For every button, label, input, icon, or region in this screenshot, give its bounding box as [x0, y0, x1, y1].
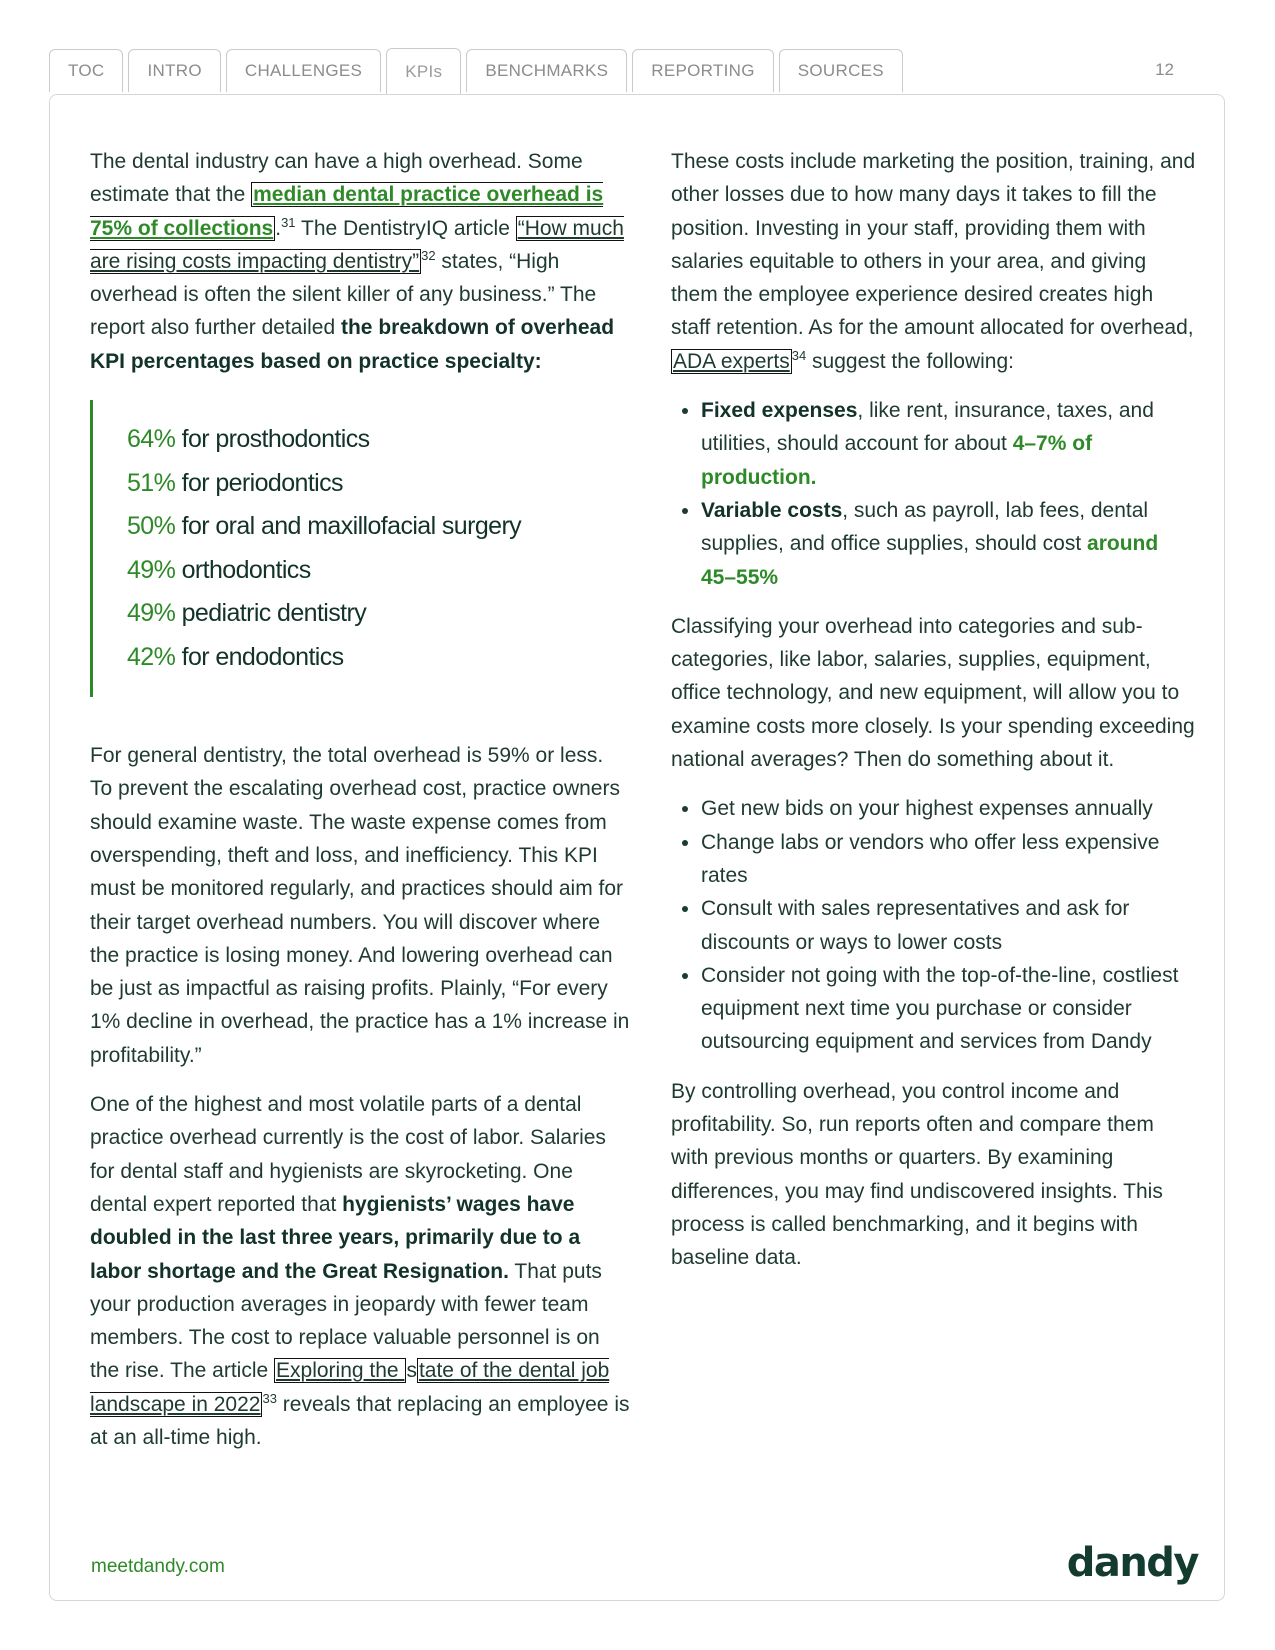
- footnote-33: 33: [262, 1390, 277, 1406]
- list-item: • Change labs or vendors who offer less expensive rates: [701, 826, 1196, 893]
- page-frame: [49, 94, 1225, 1601]
- list-item: • Fixed expenses, like rent, insurance, taxes, and utilities, should account for about 4–7% of production.: [701, 394, 1196, 494]
- quote-line: 50% for oral and maxillofacial surgery: [127, 512, 522, 541]
- quote-line: 64% for prosthodontics: [127, 425, 370, 454]
- left-column: [90, 145, 630, 1470]
- footnote-31: 31: [281, 214, 296, 230]
- paragraph-labor-cost: One of the highest and most volatile parts of a dental practice overhead currently is the cost of labor. Salaries for dental staff and hygienists are skyrocketing. One dental expert reported that hygienists’ wages have doubled in the last three years, primarily due to a labor shortage and the Great Resignation. That puts your production averages in jeopardy with fewer team members. The cost to replace valuable personnel is on the rise. The article Exploring the state of the dental job landscape in 2022 $^{33}$ reveals that replacing an employee is at an all-time high.: [90, 1093, 630, 1450]
- paragraph-classifying-overhead: Classifying your overhead into categories and sub-categories, like labor, salaries, supplies, equipment, office technology, and new equipment, will allow you to examine costs more closely. Is your spending exceeding national averages? Then do something about it.: [671, 614, 1195, 772]
- paragraph-general-dentistry: For general dentistry, the total overhead is 59% or less. To prevent the escalating overhead cost, practice owners should examine waste. The waste expense comes from overspending, theft and loss, and inefficiency. This KPI must be monitored regularly, and practices should aim for their target overhead numbers. You will discover where the practice is losing money. And lowering overhead can be just as impactful as raising profits. Plainly, “For every 1% decline in overhead, the practice has a 1% increase in profitability.”: [90, 744, 630, 1067]
- tab-sources[interactable]: SOURCES: [779, 49, 903, 92]
- bold-hygienist-wages: hygienists’ wages have doubled in the last three years, primarily due to a labor shortage and the Great Resignation.: [90, 1192, 581, 1283]
- link-exploring-the[interactable]: Exploring the: [276, 1359, 405, 1383]
- section-tabs: [49, 49, 908, 95]
- quote-line: 49% orthodontics: [127, 555, 311, 584]
- list-item: • Consult with sales representatives and ask for discounts or ways to lower costs: [701, 892, 1196, 959]
- expense-guidelines-list: [671, 394, 1196, 594]
- list-item: • Consider not going with the top-of-the-line, costliest equipment next time you purchase or consider outsourcing equipment and services from Dandy: [701, 959, 1196, 1059]
- tab-intro[interactable]: INTRO: [128, 49, 220, 92]
- quote-line: 42% for endodontics: [127, 642, 344, 671]
- paragraph-staff-costs: These costs include marketing the position, training, and other losses due to how many days it takes to fill the position. Investing in your staff, providing them with salaries equitable to others in your area, and giving them the employee experience desired creates high staff retention. As for the amount allocated for overhead, ADA experts $^{34}$ suggest the following:: [671, 150, 1196, 373]
- link-ada-experts[interactable]: ADA experts: [673, 349, 790, 373]
- dandy-logo: dandy: [1066, 1540, 1198, 1586]
- footer-url[interactable]: meetdandy.com: [91, 1556, 225, 1577]
- paragraph-overhead-intro: The dental industry can have a high overhead. Some estimate that the median dental practice overhead is 75% of collections.$^{31}$ The DentistryIQ article “How much are rising costs impacting dentistry” $^{32}$ states, “High overhead is often the silent killer of any business.” The report also further detailed the breakdown of overhead KPI percentages based on practice specialty:: [90, 150, 624, 373]
- right-column: [671, 145, 1196, 1291]
- tab-kpis[interactable]: KPIs: [386, 48, 461, 94]
- tab-challenges[interactable]: CHALLENGES: [226, 49, 381, 92]
- quote-line: 49% pediatric dentistry: [127, 599, 367, 628]
- list-item: • Get new bids on your highest expenses annually: [701, 792, 1196, 825]
- link-median-overhead[interactable]: median dental practice overhead is 75% of collections: [90, 183, 604, 240]
- cost-saving-tips-list: [671, 792, 1196, 1058]
- footnote-32: 32: [421, 247, 436, 263]
- bold-specialty-breakdown: the breakdown of overhead KPI percentages based on practice specialty:: [90, 316, 615, 373]
- quote-line: 51% for periodontics: [127, 468, 343, 497]
- link-rising-costs-article[interactable]: “How much are rising costs impacting dentistry”: [90, 216, 624, 273]
- tab-toc[interactable]: TOC: [49, 49, 123, 92]
- paragraph-controlling-overhead: By controlling overhead, you control income and profitability. So, run reports often and compare them with previous months or quarters. By examining differences, you may find undiscovered insights. This process is called benchmarking, and it begins with baseline data.: [671, 1079, 1163, 1270]
- link-job-landscape-2022[interactable]: tate of the dental job landscape in 2022: [90, 1359, 610, 1416]
- tab-reporting[interactable]: REPORTING: [632, 49, 773, 92]
- tab-benchmarks[interactable]: BENCHMARKS: [466, 49, 627, 92]
- specialty-overhead-quote: [90, 400, 630, 697]
- footnote-34: 34: [791, 347, 807, 363]
- page-number: 12: [1155, 60, 1174, 79]
- list-item: • Variable costs, such as payroll, lab fees, dental supplies, and office supplies, should cost around 45–55%: [701, 494, 1196, 594]
